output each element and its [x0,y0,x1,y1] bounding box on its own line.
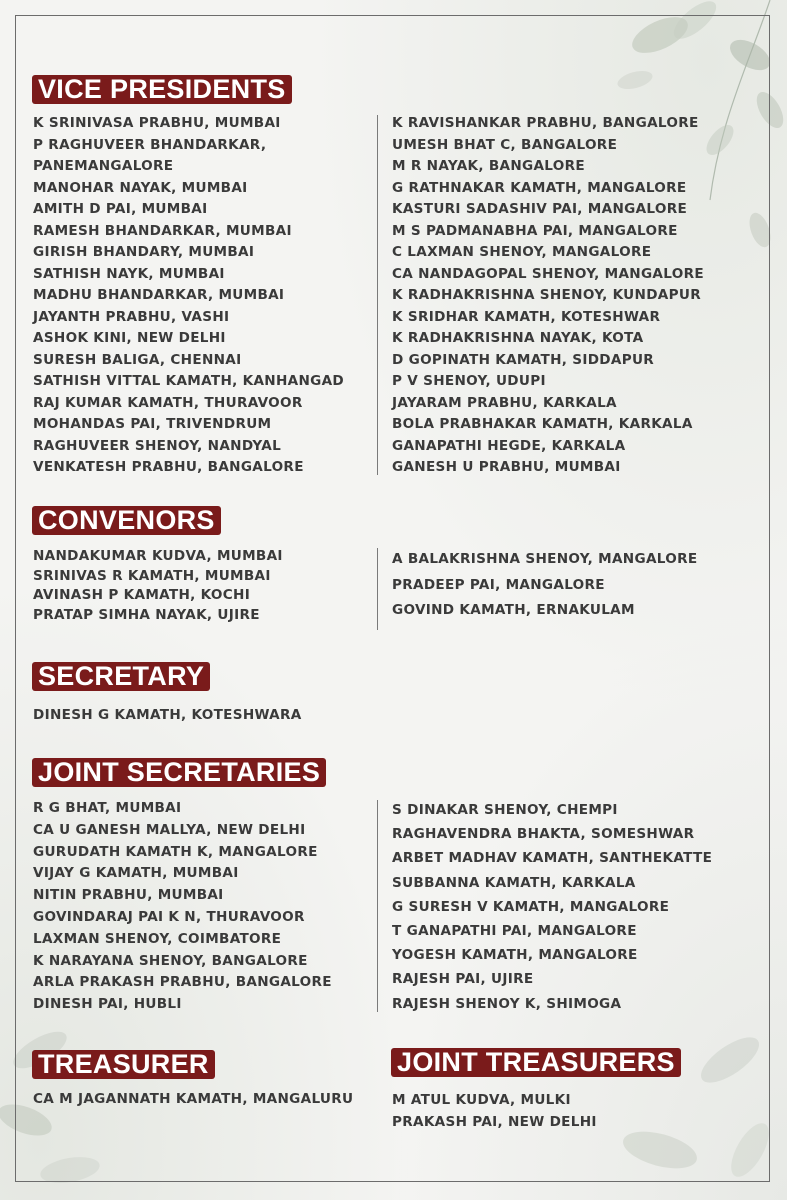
list-item: MADHU BHANDARKAR, MUMBAI [33,287,285,303]
column-divider [377,115,378,475]
list-item: D GOPINATH KAMATH, SIDDAPUR [392,351,655,368]
list-item: MOHANDAS PAI, TRIVENDRUM [33,416,272,432]
list-item: K NARAYANA SHENOY, BANGALORE [33,952,308,969]
list-item: GANESH U PRABHU, MUMBAI [392,459,621,475]
list-item: GURUDATH KAMATH K, MANGALORE [33,843,318,860]
list-item: K RADHAKRISHNA NAYAK, KOTA [392,330,644,346]
heading-joint-secretaries: JOINT SECRETARIES [32,758,326,787]
list-item: R G BHAT, MUMBAI [33,800,182,816]
list-item: ASHOK KINI, NEW DELHI [33,330,226,346]
list-item: K SRIDHAR KAMATH, KOTESHWAR [392,308,661,325]
list-item: PANEMANGALORE [33,158,174,174]
heading-treasurer: TREASURER [32,1050,215,1079]
list-item: MANOHAR NAYAK, MUMBAI [33,179,248,196]
list-item: RAGHAVENDRA BHAKTA, SOMESHWAR [392,826,695,843]
list-item: RAGHUVEER SHENOY, NANDYAL [33,437,282,454]
list-item: PRAKASH PAI, NEW DELHI [392,1114,597,1130]
convenors-right-column [392,547,697,624]
list-item: GOVIND KAMATH, ERNAKULAM [392,602,635,618]
list-item: G SURESH V KAMATH, MANGALORE [392,898,670,915]
list-item: GANAPATHI HEGDE, KARKALA [392,437,626,454]
list-item: AMITH D PAI, MUMBAI [33,201,208,217]
list-item: RAJESH PAI, UJIRE [392,971,534,988]
list-item: JAYANTH PRABHU, VASHI [33,308,230,325]
list-item: P V SHENOY, UDUPI [392,373,546,389]
list-item: M ATUL KUDVA, MULKI [392,1092,571,1108]
list-item: CA NANDAGOPAL SHENOY, MANGALORE [392,265,704,282]
list-item: AVINASH P KAMATH, KOCHI [33,587,251,603]
vice-presidents-right-column [392,113,704,479]
list-item: K RAVISHANKAR PRABHU, BANGALORE [392,115,699,131]
list-item: A BALAKRISHNA SHENOY, MANGALORE [392,551,698,567]
heading-secretary: SECRETARY [32,662,210,691]
secretary-column [33,705,302,725]
heading-convenors: CONVENORS [32,506,221,535]
list-item: JAYARAM PRABHU, KARKALA [392,394,617,411]
list-item: K SRINIVASA PRABHU, MUMBAI [33,115,281,131]
heading-joint-treasurers: JOINT TREASURERS [391,1048,681,1077]
list-item: LAXMAN SHENOY, COIMBATORE [33,930,282,947]
treasurer-column [33,1089,353,1109]
list-item: SATHISH VITTAL KAMATH, KANHANGAD [33,373,345,389]
list-item: P RAGHUVEER BHANDARKAR, [33,136,267,153]
list-item: PRATAP SIMHA NAYAK, UJIRE [33,606,260,623]
list-item: C LAXMAN SHENOY, MANGALORE [392,244,652,260]
list-item: CA M JAGANNATH KAMATH, MANGALURU [33,1091,354,1107]
list-item: M R NAYAK, BANGALORE [392,158,585,174]
list-item: RAJESH SHENOY K, SHIMOGA [392,995,622,1012]
list-item: SURESH BALIGA, CHENNAI [33,351,242,368]
list-item: T GANAPATHI PAI, MANGALORE [392,923,637,940]
list-item: SRINIVAS R KAMATH, MUMBAI [33,567,271,584]
joint-secretaries-left-column [33,798,332,1016]
list-item: BOLA PRABHAKAR KAMATH, KARKALA [392,416,693,432]
list-item: NITIN PRABHU, MUMBAI [33,887,224,904]
list-item: RAJ KUMAR KAMATH, THURAVOOR [33,394,303,411]
list-item: S DINAKAR SHENOY, CHEMPI [392,802,618,818]
list-item: DINESH G KAMATH, KOTESHWARA [33,707,302,723]
convenors-left-column [33,547,283,625]
heading-vice-presidents: VICE PRESIDENTS [32,75,292,104]
list-item: GOVINDARAJ PAI K N, THURAVOOR [33,908,305,925]
list-item: UMESH BHAT C, BANGALORE [392,136,618,153]
list-item: ARBET MADHAV KAMATH, SANTHEKATTE [392,850,713,867]
list-item: M S PADMANABHA PAI, MANGALORE [392,222,678,239]
list-item: ARLA PRAKASH PRABHU, BANGALORE [33,974,332,991]
column-divider [377,800,378,1012]
list-item: SATHISH NAYK, MUMBAI [33,265,225,282]
list-item: DINESH PAI, HUBLI [33,996,182,1013]
list-item: G RATHNAKAR KAMATH, MANGALORE [392,179,687,196]
list-item: RAMESH BHANDARKAR, MUMBAI [33,222,292,239]
vice-presidents-left-column [33,113,344,479]
list-item: KASTURI SADASHIV PAI, MANGALORE [392,201,688,217]
list-item: VENKATESH PRABHU, BANGALORE [33,459,304,475]
list-item: GIRISH BHANDARY, MUMBAI [33,244,255,260]
list-item: SUBBANNA KAMATH, KARKALA [392,874,636,891]
list-item: VIJAY G KAMATH, MUMBAI [33,865,239,882]
list-item: NANDAKUMAR KUDVA, MUMBAI [33,548,283,564]
list-item: K RADHAKRISHNA SHENOY, KUNDAPUR [392,287,701,303]
column-divider [377,548,378,630]
list-item: CA U GANESH MALLYA, NEW DELHI [33,821,306,838]
list-item: PRADEEP PAI, MANGALORE [392,576,605,593]
joint-secretaries-right-column [392,798,712,1016]
joint-treasurers-column [392,1089,597,1133]
list-item: YOGESH KAMATH, MANGALORE [392,947,638,964]
